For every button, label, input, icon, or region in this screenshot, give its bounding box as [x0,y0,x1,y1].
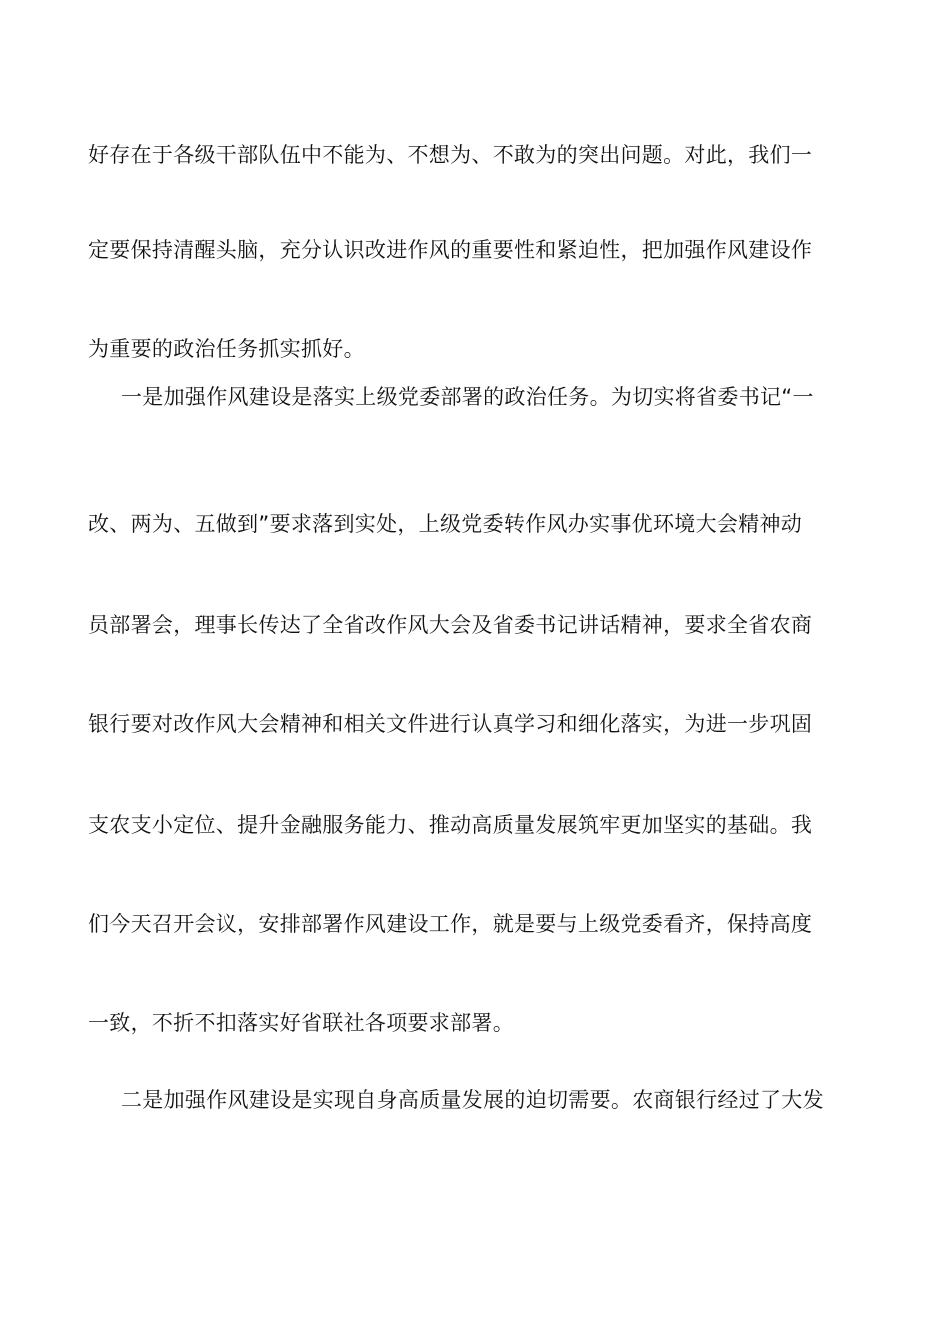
paragraph-1-line-1: 一是加强作风建设是落实上级党委部署的政治任务。为切实将省委书记“一 [121,385,814,409]
text-line-2: 定要保持清醒头脑，充分认识改进作风的重要性和紧迫性，把加强作风建设作 [88,238,813,262]
text-line-3: 为重要的政治任务抓实抓好。 [88,337,365,361]
paragraph-1-line-2: 改、两为、五做到”要求落到实处，上级党委转作风办实事优环境大会精神动 [88,512,803,536]
paragraph-1-line-6: 们今天召开会议，安排部署作风建设工作，就是要与上级党委看齐，保持高度 [88,912,813,936]
paragraph-2-line-1: 二是加强作风建设是实现自身高质量发展的迫切需要。农商银行经过了大发 [121,1088,824,1112]
paragraph-1-line-7: 一致，不折不扣落实好省联社各项要求部署。 [88,1011,514,1035]
paragraph-1-line-4: 银行要对改作风大会精神和相关文件进行认真学习和细化落实，为进一步巩固 [88,712,813,736]
paragraph-1-line-3: 员部署会，理事长传达了全省改作风大会及省委书记讲话精神，要求全省农商 [88,613,813,637]
text-line-1: 好存在于各级干部队伍中不能为、不想为、不敢为的突出问题。对此，我们一 [88,143,813,167]
paragraph-1-line-5: 支农支小定位、提升金融服务能力、推动高质量发展筑牢更加坚实的基础。我 [88,813,813,837]
